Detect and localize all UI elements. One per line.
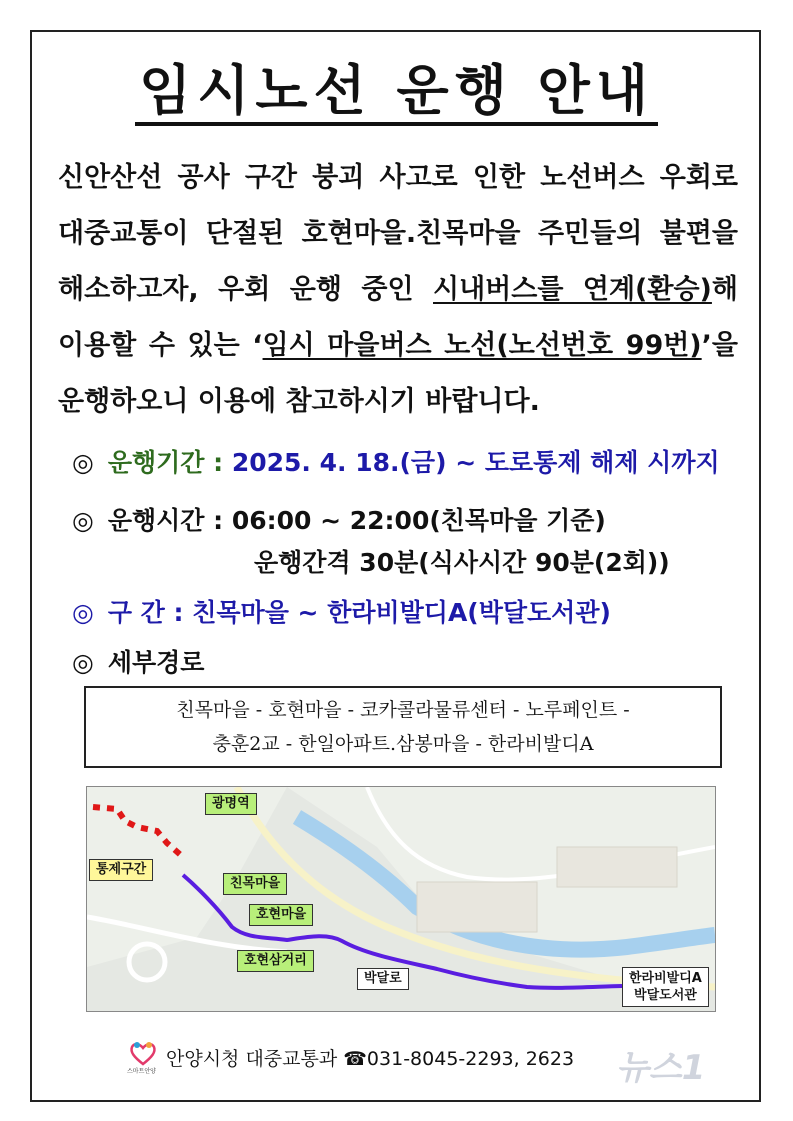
operation-period: ◎ 운행기간 : 2025. 4. 18.(금) ~ 도로통제 해제 시까지 [72, 448, 720, 477]
intro-line-1: 신안산선 공사 구간 붕괴 사고로 인한 노선버스 우회로 [58, 162, 738, 193]
route-detail-box [84, 686, 722, 768]
operation-time: ◎ 운행시간 : 06:00 ~ 22:00(친목마을 기준) [72, 506, 606, 535]
bullet-icon: ◎ [72, 598, 94, 627]
bullet-icon: ◎ [72, 448, 94, 477]
news-watermark: 뉴스1 [616, 1048, 706, 1088]
intro-line-2: 대중교통이 단절된 호현마을.친목마을 주민들의 불편을 [58, 218, 738, 249]
route-heading: ◎ 세부경로 [72, 648, 205, 677]
label-destination: 한라비발디A 박달도서관 [622, 967, 709, 1007]
intro-paragraph [58, 150, 738, 430]
intro-line-5: 운행하오니 이용에 참고하시기 바랍니다. [58, 386, 540, 417]
label-chinmok-village: 친목마을 [223, 873, 287, 895]
intro-line-3: 해소하고자, 우회 운행 중인 시내버스를 연계(환승)해 [58, 274, 738, 305]
label-hohyeon-village: 호현마을 [249, 904, 313, 926]
label-hohyeon-junction: 호현삼거리 [237, 950, 314, 972]
route-section: ◎ 구 간 : 친목마을 ~ 한라비발디A(박달도서관) [72, 598, 611, 627]
route-line-1: 친목마을 - 호현마을 - 코카콜라물류센터 - 노루페인트 - [176, 699, 630, 721]
contact-footer: 안양시청 대중교통과 ☎031-8045-2293, 2623 [166, 1048, 575, 1070]
page-title: 임시노선 운행 안내 [0, 48, 793, 125]
operation-interval: 운행간격 30분(식사시간 90분(2회)) [254, 548, 670, 577]
label-gwangmyeong-station: 광명역 [205, 793, 257, 815]
route-line-2: 충훈2교 - 한일아파트.삼봉마을 - 한라비발디A [212, 733, 594, 755]
bullet-icon: ◎ [72, 648, 94, 677]
bullet-icon: ◎ [72, 506, 94, 535]
city-logo-icon [128, 1040, 158, 1066]
intro-line-4: 이용할 수 있는 ‘임시 마을버스 노선(노선번호 99번)’을 [58, 330, 738, 361]
label-control-section: 통제구간 [89, 859, 153, 881]
transfer-underline: 시내버스를 연계(환승) [433, 274, 712, 305]
logo-caption: 스마트안양 [127, 1068, 156, 1075]
section-value: 친목마을 ~ 한라비발디A(박달도서관) [192, 598, 611, 627]
route-number-underline: 임시 마을버스 노선(노선번호 99번) [262, 330, 702, 361]
label-bakdal-road: 박달로 [357, 968, 409, 990]
period-value: 2025. 4. 18.(금) ~ 도로통제 해제 시까지 [231, 448, 720, 477]
route-map [86, 786, 716, 1012]
